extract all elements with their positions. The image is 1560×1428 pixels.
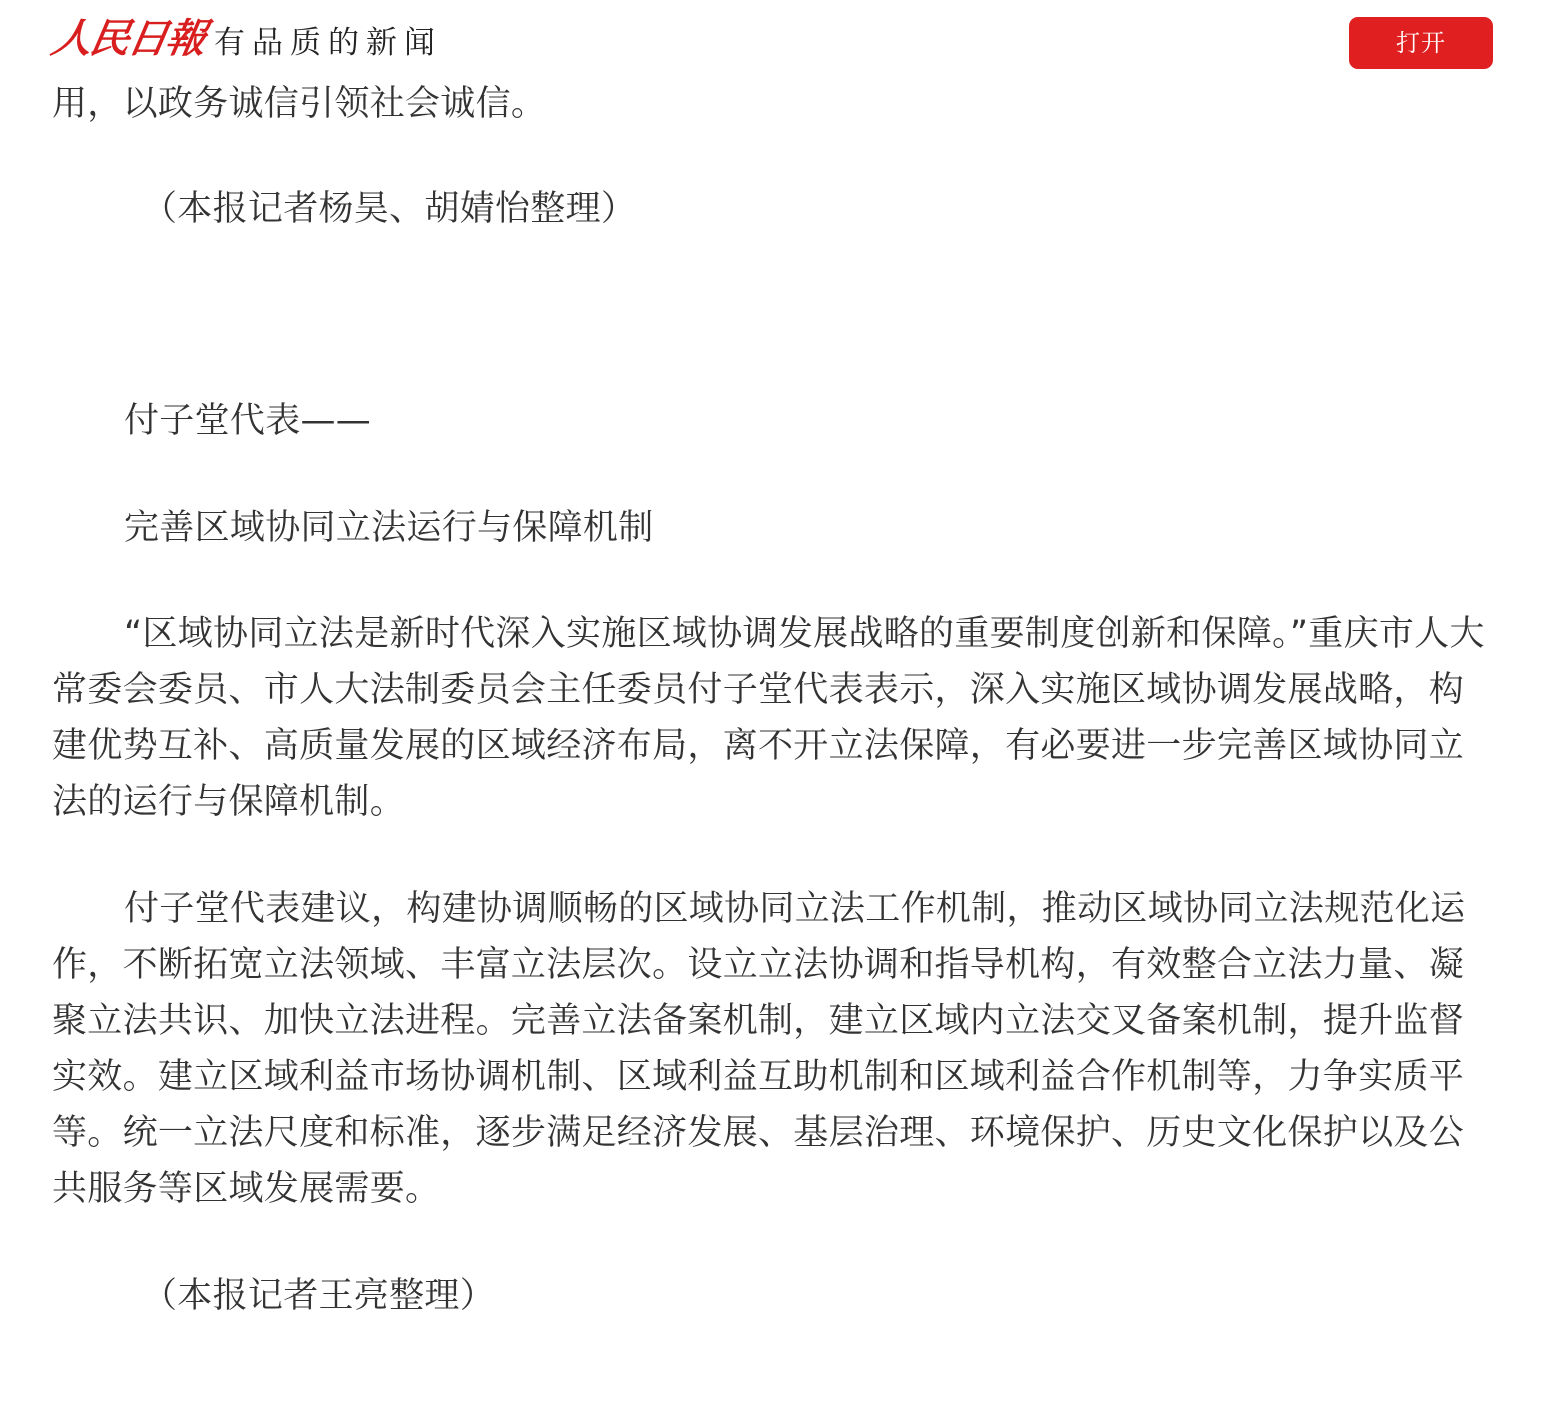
section-title: 完善区域协同立法运行与保障机制 xyxy=(124,508,654,548)
partial-paragraph-line: 用，以政务诚信引领社会诚信。 xyxy=(52,84,547,124)
article-paragraph: 付子堂代表建议，构建协调顺畅的区域协同立法工作机制，推动区域协同立法规范化运作，不断拓宽立法领域、丰富立法层次。设立立法协调和指导机构，有效整合立法力量、凝聚立法共识、加快立法进程。完善立法备案机制，建立区域内立法交叉备案机制，提升监督实效。建立区域利益市场协调机制、区域利益互助机制和区域利益合作机制等，力争实质平等。统一立法尺度和标准，逐步满足经济发展、基层治理、环境保护、历史文化保护以及公共服务等区域发展需要。 xyxy=(52,889,1466,1209)
reporter-credit: （本报记者杨昊、胡婧怡整理） xyxy=(142,189,637,229)
header-slogan: 有品质的新闻 xyxy=(214,25,442,61)
open-app-button[interactable]: 打开 xyxy=(1349,17,1493,69)
app-header xyxy=(0,0,1560,78)
section-heading: 付子堂代表—— xyxy=(124,401,372,441)
reporter-credit: （本报记者王亮整理） xyxy=(142,1276,496,1316)
article-paragraph: “区域协同立法是新时代深入实施区域协调发展战略的重要制度创新和保障。”重庆市人大常委会委员、市人大法制委员会主任委员付子堂代表表示，深入实施区域协调发展战略，构建优势互补、高质量发展的区域经济布局，离不开立法保障，有必要进一步完善区域协同立法的运行与保障机制。 xyxy=(52,614,1485,822)
people-daily-logo[interactable]: 人民日報 xyxy=(47,15,209,62)
